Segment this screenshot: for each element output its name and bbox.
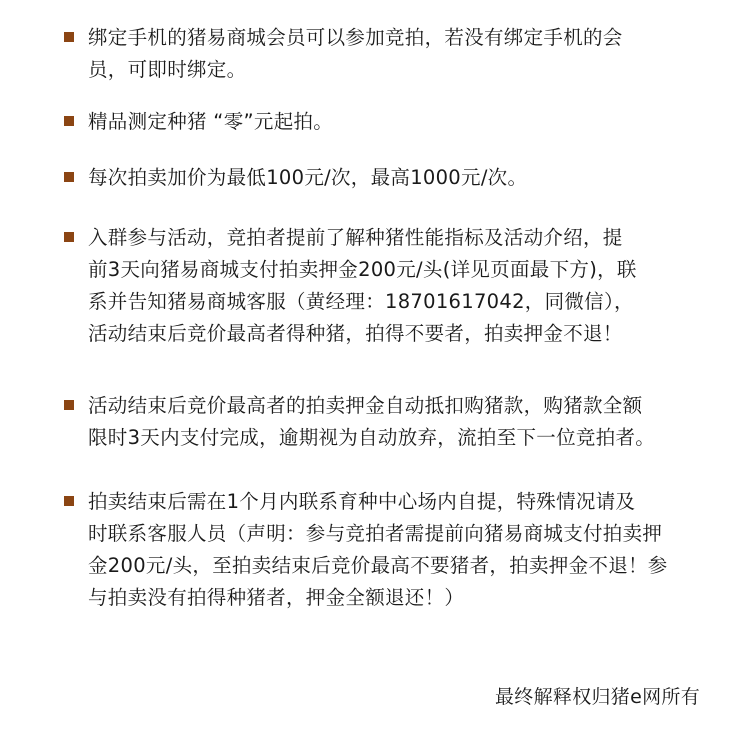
square-bullet-icon	[64, 400, 74, 410]
rule-text-3: 每次拍卖加价为最低100元/次，最高1000元/次。	[88, 166, 528, 189]
square-bullet-icon	[64, 232, 74, 242]
rule-text-4: 入群参与活动，竞拍者提前了解种猪性能指标及活动介绍，提 前3天向猪易商城支付拍卖押金200元/头(详见页面最下方)，联 系并告知猪易商城客服（黄经理：18701617042，同微信）， 活动结束后竞价最高者得种猪，拍得不要者，拍卖押金不退！	[88, 226, 637, 345]
square-bullet-icon	[64, 32, 74, 42]
square-bullet-icon	[64, 172, 74, 182]
square-bullet-icon	[64, 116, 74, 126]
rule-text-6: 拍卖结束后需在1个月内联系育种中心场内自提，特殊情况请及 时联系客服人员（声明：参与竞拍者需提前向猪易商城支付拍卖押 金200元/头，至拍卖结束后竞价最高不要猪者，拍卖押金不退！参 与拍卖没有拍得种猪者，押金全额退还！）	[88, 490, 668, 609]
footer-disclaimer: 最终解释权归猪e网所有	[495, 686, 700, 708]
rule-text-5: 活动结束后竞价最高者的拍卖押金自动抵扣购猪款，购猪款全额 限时3天内支付完成，逾期视为自动放弃，流拍至下一位竞拍者。	[88, 394, 656, 449]
rule-text-1: 绑定手机的猪易商城会员可以参加竞拍，若没有绑定手机的会 员，可即时绑定。	[88, 26, 623, 81]
rule-text-2: 精品测定种猪 “零”元起拍。	[88, 110, 334, 133]
square-bullet-icon	[64, 496, 74, 506]
